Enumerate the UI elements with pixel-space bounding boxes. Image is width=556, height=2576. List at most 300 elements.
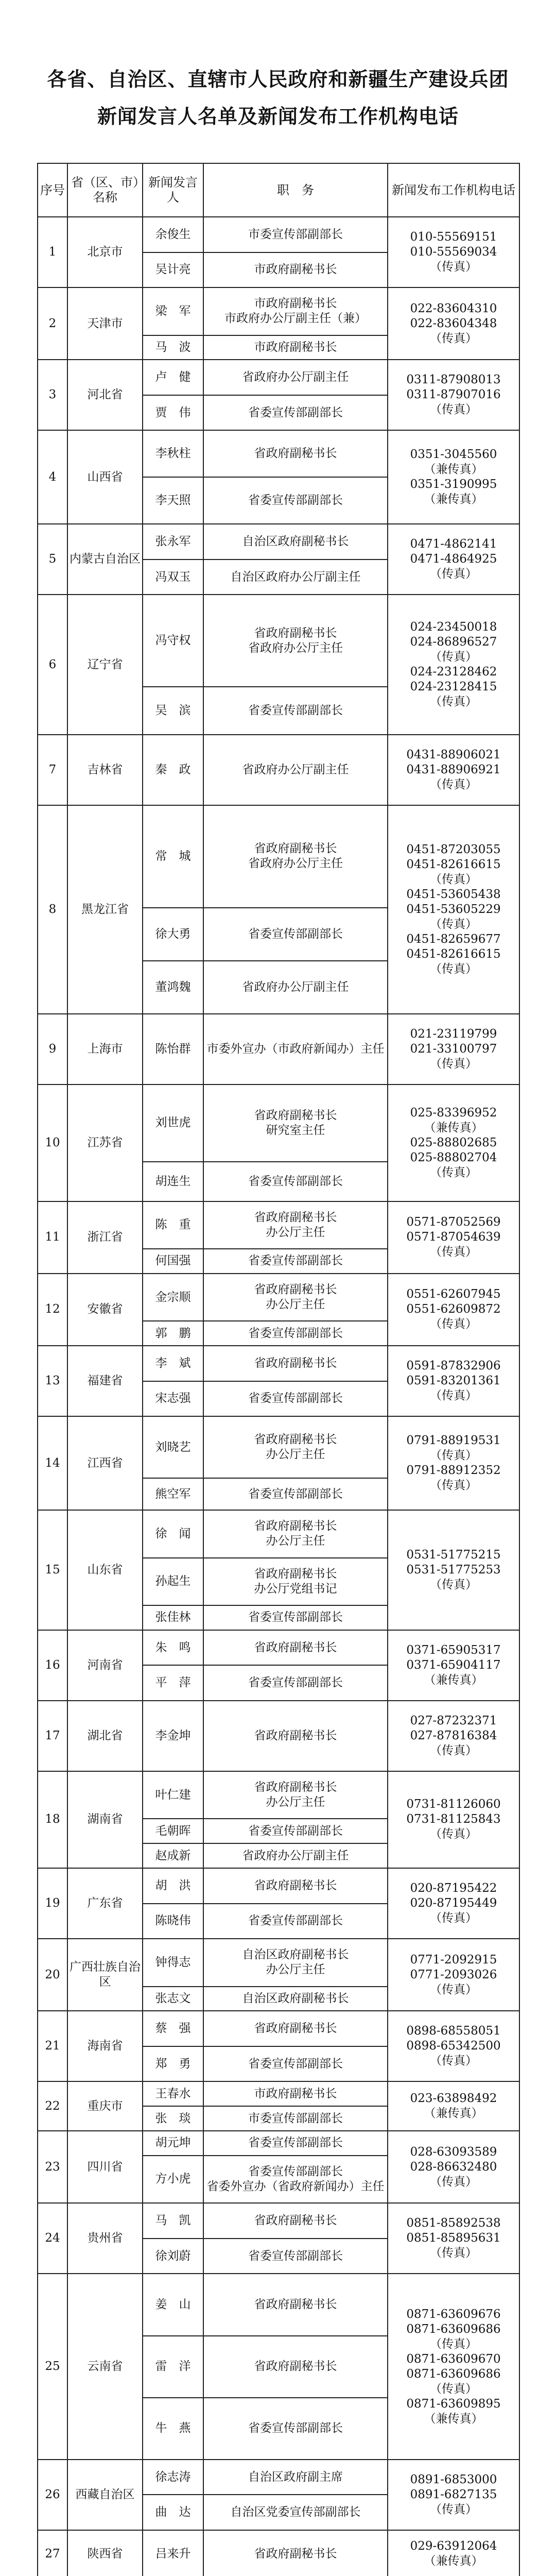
spokesperson-position	[203, 1416, 388, 1478]
spokesperson-name: 胡 洪	[143, 1868, 203, 1904]
position-line: 自治区政府副秘书长	[242, 535, 349, 549]
position-line: 办公厅主任	[266, 1448, 325, 1462]
phone-line: 0791-88912352	[406, 1464, 501, 1478]
position-line: 省政府副秘书长	[254, 2360, 337, 2374]
title-line-2: 新闻发言人名单及新闻发布工作机构电话	[97, 105, 459, 128]
position-line: 办公厅主任	[266, 1298, 325, 1312]
phone-line: 022-83604310	[410, 301, 497, 315]
press-office-phone	[388, 805, 519, 1014]
press-office-phone	[388, 2131, 519, 2203]
phone-line: 0871-63609895	[406, 2397, 501, 2411]
spokesperson-name: 冯守权	[143, 595, 203, 687]
spokesperson-name: 朱 鸣	[143, 1630, 203, 1666]
phone-line: （传真）	[430, 1479, 477, 1493]
press-office-phone	[388, 1868, 519, 1939]
spokesperson-name: 胡连生	[143, 1162, 203, 1201]
row-number: 6	[38, 595, 67, 734]
header-spokesperson: 新闻发言人	[143, 163, 203, 217]
spokesperson-name: 梁 军	[143, 287, 203, 335]
phone-line: 0551-62609872	[406, 1302, 501, 1316]
phone-line: 0871-63609670	[406, 2352, 501, 2366]
press-office-phone	[388, 430, 519, 524]
position-line: 办公厅主任	[266, 1225, 325, 1239]
row-number: 24	[38, 2203, 67, 2274]
phone-line: （传真）	[430, 2502, 477, 2516]
spokesperson-position	[203, 1014, 388, 1084]
position-line: 省委宣传部副部长	[248, 1487, 343, 1501]
spokesperson-name: 蔡 强	[143, 2011, 203, 2046]
position-line: 省政府办公厅副主任	[242, 1849, 349, 1862]
position-line: 省委宣传部副部长	[248, 1676, 343, 1690]
region-name: 江苏省	[67, 1084, 143, 1201]
phone-line: 0591-83201361	[406, 1374, 501, 1388]
phone-line: 0471-4864925	[410, 552, 497, 566]
table-header-row	[38, 163, 519, 217]
spokesperson-name: 刘世虎	[143, 1084, 203, 1161]
position-line: 自治区党委宣传部副部长	[230, 2505, 361, 2519]
phone-line: （传真）	[430, 1743, 477, 1757]
spokesperson-position	[203, 1558, 388, 1605]
region-name: 云南省	[67, 2274, 143, 2460]
spokesperson-name: 何国强	[143, 1249, 203, 1274]
phone-line: 0771-2092915	[410, 1953, 497, 1967]
phone-line: （兼传真）	[424, 1121, 483, 1134]
position-line: 省委宣传部副部长	[248, 703, 343, 717]
spokesperson-name: 宋志强	[143, 1381, 203, 1417]
phone-line: 0871-63609686	[406, 2367, 501, 2381]
position-line: 省政府副秘书长	[254, 626, 337, 640]
phone-line: 025-88802685	[410, 1136, 497, 1149]
spokesperson-position	[203, 217, 388, 252]
spokesperson-name: 金宗顺	[143, 1274, 203, 1321]
phone-line: 0371-65905317	[406, 1643, 501, 1657]
phone-line: （传真）	[430, 777, 477, 791]
row-number: 20	[38, 1939, 67, 2011]
spokesperson-position	[203, 1701, 388, 1771]
row-number: 1	[38, 217, 67, 287]
spokesperson-name: 雷 洋	[143, 2336, 203, 2398]
position-line: 省委外宣办（省政府新闻办）主任	[206, 2179, 385, 2193]
position-line: 自治区政府副主席	[248, 2470, 343, 2484]
spokesperson-position	[203, 1201, 388, 1249]
position-line: 省政府副秘书长	[254, 1108, 337, 1122]
spokesperson-position	[203, 2156, 388, 2203]
table-row	[38, 1274, 519, 1321]
spokesperson-position	[203, 2106, 388, 2131]
press-office-phone	[388, 1630, 519, 1701]
spokesperson-position	[203, 335, 388, 360]
phone-line: 020-87195449	[410, 1896, 497, 1910]
spokesperson-position	[203, 395, 388, 431]
phone-line: 0451-82659677	[406, 932, 501, 946]
press-office-phone	[388, 2274, 519, 2460]
table-row	[38, 360, 519, 395]
phone-line: 020-87195422	[410, 1882, 497, 1895]
position-line: 省委宣传部副部长	[248, 494, 343, 507]
phone-line: （传真）	[430, 1389, 477, 1403]
press-office-phone	[388, 2011, 519, 2081]
spokesperson-position	[203, 2274, 388, 2335]
spokesperson-name: 毛朝晖	[143, 1819, 203, 1843]
region-name: 广西壮族自治区	[67, 1939, 143, 2011]
spokesperson-name: 余俊生	[143, 217, 203, 252]
position-line: 办公厅主任	[266, 1534, 325, 1548]
phone-line: 0431-88906021	[406, 748, 501, 761]
table-row	[38, 1630, 519, 1666]
position-line: 研究室主任	[266, 1123, 325, 1137]
region-name: 吉林省	[67, 735, 143, 805]
phone-line: （传真）	[430, 1578, 477, 1591]
phone-line: （传真）	[430, 1245, 477, 1259]
table-row	[38, 2131, 519, 2156]
spokesperson-position	[203, 2131, 388, 2156]
phone-line: （兼传真）	[424, 1673, 483, 1687]
spokesperson-name: 郭 鹏	[143, 1321, 203, 1346]
phone-line: （传真）	[430, 1165, 477, 1179]
table-row	[38, 430, 519, 477]
position-line: 省政府副秘书长	[254, 1356, 337, 1370]
phone-line: 0451-87203055	[406, 842, 501, 856]
position-line: 省政府副秘书长	[254, 1878, 337, 1892]
phone-line: 0891-6853000	[410, 2472, 497, 2486]
table-row	[38, 1084, 519, 1161]
phone-line: 0471-4862141	[410, 537, 497, 551]
spokesperson-position	[203, 1478, 388, 1510]
spokesperson-position	[203, 1249, 388, 1274]
spokesperson-name: 徐 闻	[143, 1510, 203, 1557]
table-body	[38, 217, 519, 2576]
phone-line: 0731-81126060	[406, 1798, 501, 1811]
spokesperson-name: 张佳林	[143, 1605, 203, 1630]
spokesperson-position	[203, 2398, 388, 2460]
spokesperson-position	[203, 1274, 388, 1321]
region-name: 辽宁省	[67, 595, 143, 734]
table-row	[38, 1346, 519, 1381]
phone-line: 024-23128415	[410, 680, 497, 693]
phone-line: （传真）	[430, 1982, 477, 1996]
phone-line: （兼传真）	[424, 493, 483, 506]
spokesperson-position	[203, 1843, 388, 1868]
phone-line: （传真）	[430, 2175, 477, 2189]
spokesperson-position	[203, 252, 388, 288]
position-line: 省政府副秘书长	[254, 1210, 337, 1224]
phone-line: 0311-87907016	[406, 388, 501, 402]
phone-line: （传真）	[430, 567, 477, 581]
spokesperson-position	[203, 1321, 388, 1346]
phone-line: （传真）	[430, 1827, 477, 1841]
row-number: 27	[38, 2530, 67, 2576]
row-number: 5	[38, 524, 67, 595]
spokesperson-name: 常 城	[143, 805, 203, 908]
phone-line: 0771-2093026	[410, 1968, 497, 1981]
spokesperson-position	[203, 2495, 388, 2530]
position-line: 自治区政府办公厅副主任	[230, 570, 361, 584]
region-name: 上海市	[67, 1014, 143, 1084]
spokesperson-name: 贾 伟	[143, 395, 203, 431]
phone-line: 0451-82616615	[406, 857, 501, 871]
spokesperson-position	[203, 1771, 388, 1819]
spokesperson-name: 胡元坤	[143, 2131, 203, 2156]
phone-line: 0571-87052569	[406, 1215, 501, 1229]
position-line: 省政府副秘书长	[254, 842, 337, 856]
phone-line: 0591-87832906	[406, 1359, 501, 1373]
phone-line: 0351-3045560	[410, 448, 497, 462]
phone-line: 0431-88906921	[406, 762, 501, 776]
position-line: 省委宣传部副部长	[248, 1174, 343, 1188]
region-name: 山东省	[67, 1510, 143, 1630]
position-line: 办公厅主任	[266, 1795, 325, 1809]
position-line: 省政府副秘书长	[254, 447, 337, 461]
spokesperson-name: 徐大勇	[143, 908, 203, 961]
table-row	[38, 595, 519, 687]
phone-line: （传真）	[430, 2054, 477, 2068]
spokesperson-name: 赵成新	[143, 1843, 203, 1868]
phone-line: 0531-51775253	[406, 1563, 501, 1577]
position-line: 省委宣传部副部长	[248, 927, 343, 941]
position-line: 省委宣传部副部长	[248, 2249, 343, 2263]
row-number: 16	[38, 1630, 67, 1701]
phone-line: 0551-62607945	[406, 1287, 501, 1301]
spokesperson-position	[203, 2011, 388, 2046]
row-number: 7	[38, 735, 67, 805]
table-row	[38, 1771, 519, 1819]
press-office-phone	[388, 1701, 519, 1771]
spokesperson-position	[203, 1665, 388, 1701]
phone-line: （兼传真）	[424, 2554, 483, 2568]
spokesperson-position	[203, 1868, 388, 1904]
phone-line: （传真）	[430, 331, 477, 345]
spokesperson-name: 陈怡群	[143, 1014, 203, 1084]
table-row	[38, 1701, 519, 1771]
phone-line: 025-83396952	[410, 1106, 497, 1120]
position-line: 省政府副秘书长	[254, 1519, 337, 1533]
position-line: 省委宣传部副部长	[248, 1392, 343, 1405]
row-number: 4	[38, 430, 67, 524]
spokesperson-position	[203, 1904, 388, 1939]
press-office-phone	[388, 2460, 519, 2530]
phone-line: （传真）	[430, 2246, 477, 2260]
spokesperson-position	[203, 1346, 388, 1381]
press-office-phone	[388, 1510, 519, 1630]
spokesperson-name: 冯双玉	[143, 560, 203, 595]
spokesperson-position	[203, 2239, 388, 2274]
table-row	[38, 2011, 519, 2046]
spokesperson-position	[203, 2046, 388, 2082]
phone-line: （传真）	[430, 1317, 477, 1331]
spokesperson-position	[203, 2460, 388, 2495]
position-line: 省政府副秘书长	[254, 2213, 337, 2227]
spokesperson-name: 孙起生	[143, 1558, 203, 1605]
row-number: 23	[38, 2131, 67, 2203]
row-number: 8	[38, 805, 67, 1014]
page-title	[0, 61, 556, 135]
position-line: 省政府办公厅主任	[248, 641, 343, 655]
spokesperson-position	[203, 1381, 388, 1417]
spokesperson-name: 张志文	[143, 1987, 203, 2011]
table-row	[38, 217, 519, 252]
position-line: 省政府副秘书长	[254, 1567, 337, 1581]
table-row	[38, 2530, 519, 2576]
phone-line: 0851-85895631	[406, 2231, 501, 2245]
region-name: 北京市	[67, 217, 143, 287]
spokesperson-position	[203, 1084, 388, 1161]
position-line: 省委宣传部副部长	[248, 2057, 343, 2071]
press-office-phone	[388, 735, 519, 805]
table-row	[38, 2203, 519, 2239]
press-office-phone	[388, 217, 519, 287]
spokesperson-position	[203, 1605, 388, 1630]
region-name: 山西省	[67, 430, 143, 524]
header-phone: 新闻发布工作机构电话	[388, 163, 519, 217]
phone-line: 010-55569151	[410, 230, 497, 244]
region-name: 河北省	[67, 360, 143, 430]
spokesperson-position	[203, 477, 388, 524]
spokesperson-position	[203, 430, 388, 477]
position-line: 办公厅党组书记	[254, 1582, 337, 1596]
position-line: 省委宣传部副部长	[248, 1611, 343, 1624]
phone-line: （传真）	[430, 917, 477, 931]
spokesperson-position	[203, 560, 388, 595]
phone-line: 0731-81125843	[406, 1812, 501, 1826]
table-row	[38, 524, 519, 560]
table-row	[38, 2460, 519, 2495]
header-region: 省（区、市）名称	[67, 163, 143, 217]
phone-line: （兼传真）	[424, 463, 483, 477]
phone-line: 021-33100797	[410, 1042, 497, 1056]
table-row	[38, 2274, 519, 2335]
phone-line: （传真）	[430, 872, 477, 886]
spokesperson-name: 吴 滨	[143, 687, 203, 734]
region-name: 内蒙古自治区	[67, 524, 143, 595]
position-line: 省政府副秘书长	[254, 2022, 337, 2036]
phone-line: （传真）	[430, 1057, 477, 1071]
phone-line: 028-63093589	[410, 2145, 497, 2159]
position-line: 市政府办公厅副主任（兼）	[224, 312, 367, 326]
position-line: 省政府办公厅副主任	[242, 762, 349, 776]
row-number: 3	[38, 360, 67, 430]
row-number: 9	[38, 1014, 67, 1084]
phone-line: 023-63898492	[410, 2092, 497, 2106]
phone-line: 0871-63609676	[406, 2307, 501, 2321]
press-office-phone	[388, 1346, 519, 1416]
phone-line: （传真）	[430, 260, 477, 274]
position-line: 省委宣传部副部长	[248, 1824, 343, 1838]
position-line: 省政府办公厅主任	[248, 857, 343, 871]
press-office-phone	[388, 360, 519, 430]
phone-line: （兼传真）	[424, 2107, 483, 2121]
spokesperson-position	[203, 1510, 388, 1557]
row-number: 15	[38, 1510, 67, 1630]
phone-line: 0351-3190995	[410, 478, 497, 492]
header-position: 职 务	[203, 163, 388, 217]
region-name: 重庆市	[67, 2081, 143, 2131]
spokesperson-name: 牛 燕	[143, 2398, 203, 2460]
region-name: 河南省	[67, 1630, 143, 1701]
table-row	[38, 1939, 519, 1986]
position-line: 省委宣传部副部长	[248, 1326, 343, 1340]
spokesperson-name: 吴计亮	[143, 252, 203, 288]
spokesperson-name: 曲 达	[143, 2495, 203, 2530]
position-line: 市委外宣办（市政府新闻办）主任	[206, 1042, 385, 1056]
spokesperson-position	[203, 1819, 388, 1843]
press-office-phone	[388, 2203, 519, 2274]
phone-line: （传真）	[430, 403, 477, 417]
spokesperson-name: 陈晓伟	[143, 1904, 203, 1939]
spokesperson-name: 郑 勇	[143, 2046, 203, 2082]
region-name: 西藏自治区	[67, 2460, 143, 2530]
spokesperson-name: 熊空军	[143, 1478, 203, 1510]
press-office-phone	[388, 1771, 519, 1868]
spokesperson-position	[203, 1630, 388, 1666]
row-number: 13	[38, 1346, 67, 1416]
position-line: 市政府副秘书长	[254, 340, 337, 354]
press-office-phone	[388, 595, 519, 734]
phone-line: 021-23119799	[410, 1027, 497, 1041]
phone-line: 0791-88919531	[406, 1434, 501, 1448]
position-line: 省委宣传部副部长	[248, 1254, 343, 1268]
spokesperson-position	[203, 735, 388, 805]
region-name: 广东省	[67, 1868, 143, 1939]
spokesperson-position	[203, 805, 388, 908]
spokesperson-name: 张永军	[143, 524, 203, 560]
spokesperson-position	[203, 2336, 388, 2398]
position-line: 市政府副秘书长	[254, 263, 337, 277]
table-row	[38, 805, 519, 908]
spokesperson-name: 马 波	[143, 335, 203, 360]
position-line: 省委宣传部副部长	[248, 2164, 343, 2178]
spokesperson-name: 徐志涛	[143, 2460, 203, 2495]
phone-line: 0531-51775215	[406, 1548, 501, 1562]
table-row	[38, 2081, 519, 2106]
press-office-phone	[388, 2530, 519, 2576]
phone-line: 025-88802704	[410, 1150, 497, 1164]
spokesperson-table	[37, 163, 520, 2576]
press-office-phone	[388, 524, 519, 595]
position-line: 自治区政府副秘书长	[242, 1991, 349, 2005]
phone-line: （传真）	[430, 695, 477, 708]
spokesperson-name: 卢 健	[143, 360, 203, 395]
table-row	[38, 1014, 519, 1084]
spokesperson-name: 马 凯	[143, 2203, 203, 2239]
spokesperson-name: 王春水	[143, 2081, 203, 2106]
row-number: 22	[38, 2081, 67, 2131]
table-row	[38, 287, 519, 335]
row-number: 2	[38, 287, 67, 360]
spokesperson-position	[203, 1987, 388, 2011]
region-name: 福建省	[67, 1346, 143, 1416]
row-number: 25	[38, 2274, 67, 2460]
table-row	[38, 735, 519, 805]
phone-line: 0898-65342500	[406, 2039, 501, 2053]
position-line: 市政府副秘书长	[254, 297, 337, 311]
spokesperson-position	[203, 1939, 388, 1986]
phone-line: 0571-87054639	[406, 1230, 501, 1244]
phone-line: 027-87816384	[410, 1728, 497, 1742]
position-line: 办公厅主任	[266, 1963, 325, 1977]
phone-line: 022-83604348	[410, 316, 497, 330]
spokesperson-name: 陈 重	[143, 1201, 203, 1249]
press-office-phone	[388, 1274, 519, 1346]
spokesperson-name: 李天照	[143, 477, 203, 524]
spokesperson-name: 李秋柱	[143, 430, 203, 477]
phone-line: 0451-82616615	[406, 947, 501, 961]
spokesperson-position	[203, 908, 388, 961]
spokesperson-name: 徐刘蔚	[143, 2239, 203, 2274]
region-name: 四川省	[67, 2131, 143, 2203]
title-line-1: 各省、自治区、直辖市人民政府和新疆生产建设兵团	[47, 68, 509, 91]
phone-line: （传真）	[430, 650, 477, 664]
phone-line: （传真）	[430, 2382, 477, 2396]
